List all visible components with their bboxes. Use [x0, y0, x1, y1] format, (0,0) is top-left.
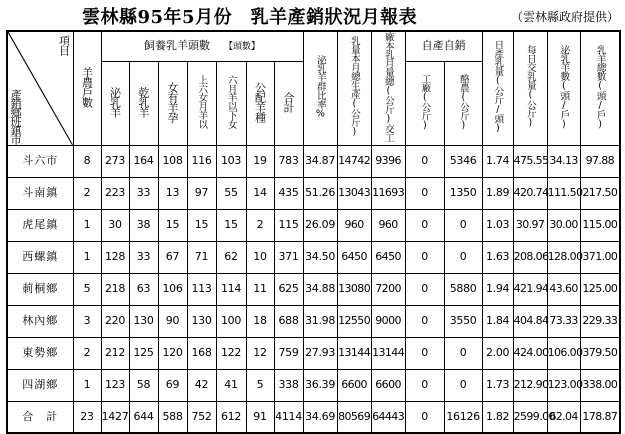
- cell-factory: 960: [371, 209, 405, 241]
- cell-self-dairy: 0: [444, 241, 482, 273]
- table-row: [7, 337, 620, 369]
- row-name-cell: 四湖鄉: [7, 369, 73, 401]
- cell-f6down: 55: [216, 177, 246, 209]
- cell-f6up: 168: [187, 337, 216, 369]
- cell-total-farm: 97.88: [580, 145, 620, 177]
- cell-total-farm: 178.87: [580, 401, 620, 433]
- cell-factory: 6450: [371, 241, 405, 273]
- cell-lact: 223: [101, 177, 129, 209]
- cell-daily-head: 1.74: [482, 145, 513, 177]
- cell-preg: 67: [158, 241, 187, 273]
- cell-ratio: 34.87: [303, 145, 337, 177]
- cell-ratio: 26.09: [303, 209, 337, 241]
- row-name-cell: 林內鄉: [7, 305, 73, 337]
- cell-daily-head: 1.82: [482, 401, 513, 433]
- table-row: [7, 273, 620, 305]
- cell-f6up: 752: [187, 401, 216, 433]
- cell-lact-farm: 62.04: [547, 401, 580, 433]
- cell-total-farm: 229.33: [580, 305, 620, 337]
- cell-preg: 69: [158, 369, 187, 401]
- cell-total: 435: [274, 177, 303, 209]
- cell-self-dairy: 16126: [444, 401, 482, 433]
- header-f6up: 上六女月羊以: [187, 62, 216, 146]
- cell-factory: 6600: [371, 369, 405, 401]
- cell-self-dairy: 3550: [444, 305, 482, 337]
- cell-farmers: 23: [73, 401, 101, 433]
- cell-lact-farm: 123.00: [547, 369, 580, 401]
- cell-lact-farm: 34.13: [547, 145, 580, 177]
- header-farmers: 羊農戶數: [73, 31, 101, 145]
- cell-preg: 13: [158, 177, 187, 209]
- cell-lact: 128: [101, 241, 129, 273]
- corner-region-label: [9, 89, 21, 143]
- table-row: [7, 369, 620, 401]
- header-lact: 泌乳羊: [101, 62, 129, 146]
- cell-daily-milk: 420.74: [513, 177, 547, 209]
- cell-dry: 644: [129, 401, 158, 433]
- cell-milk: 13043: [337, 177, 371, 209]
- cell-lact: 212: [101, 337, 129, 369]
- cell-preg: 120: [158, 337, 187, 369]
- cell-self-dairy: 0: [444, 337, 482, 369]
- cell-preg: 106: [158, 273, 187, 305]
- cell-f6down: 122: [216, 337, 246, 369]
- cell-factory: 11693: [371, 177, 405, 209]
- row-name-cell: 斗南鎮: [7, 177, 73, 209]
- cell-total: 371: [274, 241, 303, 273]
- header-daily-per-head: 日產乳量(公斤/頭): [482, 31, 513, 145]
- cell-ratio: 34.69: [303, 401, 337, 433]
- cell-self-factory: 0: [405, 337, 444, 369]
- cell-daily-milk: 30.97: [513, 209, 547, 241]
- cell-male: 18: [246, 305, 274, 337]
- cell-daily-milk: 2599.00: [513, 401, 547, 433]
- cell-f6up: 97: [187, 177, 216, 209]
- cell-ratio: 27.93: [303, 337, 337, 369]
- cell-ratio: 51.26: [303, 177, 337, 209]
- title-bar: [0, 0, 625, 30]
- cell-self-factory: 0: [405, 305, 444, 337]
- cell-daily-milk: 208.06: [513, 241, 547, 273]
- cell-f6down: 100: [216, 305, 246, 337]
- cell-f6down: 103: [216, 145, 246, 177]
- cell-lact-farm: 73.33: [547, 305, 580, 337]
- header-total: 合計: [274, 62, 303, 146]
- cell-total: 783: [274, 145, 303, 177]
- cell-farmers: 3: [73, 305, 101, 337]
- header-factory: 廠本乳月量總(公斤)交工: [371, 31, 405, 145]
- cell-f6up: 113: [187, 273, 216, 305]
- cell-f6down: 612: [216, 401, 246, 433]
- cell-factory: 9000: [371, 305, 405, 337]
- cell-daily-head: 1.73: [482, 369, 513, 401]
- cell-daily-head: 1.84: [482, 305, 513, 337]
- cell-lact: 30: [101, 209, 129, 241]
- header-daily-milk: 每日交乳量(公斤): [513, 31, 547, 145]
- cell-self-dairy: 0: [444, 209, 482, 241]
- cell-self-factory: 0: [405, 177, 444, 209]
- cell-daily-milk: 424.00: [513, 337, 547, 369]
- cell-self-dairy: 5880: [444, 273, 482, 305]
- cell-total-farm: 125.00: [580, 273, 620, 305]
- cell-lact-farm: 106.00: [547, 337, 580, 369]
- cell-total-farm: 371.00: [580, 241, 620, 273]
- cell-lact-farm: 111.50: [547, 177, 580, 209]
- cell-factory: 64443: [371, 401, 405, 433]
- cell-dry: 33: [129, 177, 158, 209]
- cell-lact-farm: 128.00: [547, 241, 580, 273]
- cell-self-factory: 0: [405, 209, 444, 241]
- header-self-group: 自產自銷: [405, 31, 482, 62]
- cell-total-farm: 217.50: [580, 177, 620, 209]
- cell-preg: 588: [158, 401, 187, 433]
- cell-daily-milk: 212.90: [513, 369, 547, 401]
- cell-ratio: 31.98: [303, 305, 337, 337]
- cell-f6down: 15: [216, 209, 246, 241]
- cell-lact: 218: [101, 273, 129, 305]
- cell-milk: 960: [337, 209, 371, 241]
- cell-total: 115: [274, 209, 303, 241]
- table-body: [7, 145, 620, 433]
- cell-total-farm: 338.00: [580, 369, 620, 401]
- cell-farmers: 2: [73, 177, 101, 209]
- cell-self-dairy: 1350: [444, 177, 482, 209]
- cell-self-factory: 0: [405, 241, 444, 273]
- cell-daily-head: 1.89: [482, 177, 513, 209]
- cell-daily-head: 2.00: [482, 337, 513, 369]
- cell-preg: 108: [158, 145, 187, 177]
- cell-milk: 80569: [337, 401, 371, 433]
- cell-farmers: 5: [73, 273, 101, 305]
- cell-daily-milk: 421.94: [513, 273, 547, 305]
- report-table: [6, 30, 621, 434]
- cell-male: 11: [246, 273, 274, 305]
- cell-self-dairy: 0: [444, 369, 482, 401]
- cell-total: 338: [274, 369, 303, 401]
- cell-factory: 7200: [371, 273, 405, 305]
- cell-self-factory: 0: [405, 401, 444, 433]
- cell-lact: 273: [101, 145, 129, 177]
- cell-f6down: 62: [216, 241, 246, 273]
- cell-daily-head: 1.63: [482, 241, 513, 273]
- table-row: [7, 209, 620, 241]
- report-title: 雲林縣95年5月份 乳羊產銷狀況月報表: [82, 7, 418, 28]
- cell-farmers: 8: [73, 145, 101, 177]
- row-name-cell: 斗六市: [7, 145, 73, 177]
- cell-total-farm: 379.50: [580, 337, 620, 369]
- cell-daily-milk: 404.84: [513, 305, 547, 337]
- cell-male: 14: [246, 177, 274, 209]
- table-row: [7, 241, 620, 273]
- cell-farmers: 1: [73, 209, 101, 241]
- cell-f6up: 15: [187, 209, 216, 241]
- cell-self-factory: 0: [405, 369, 444, 401]
- cell-f6up: 130: [187, 305, 216, 337]
- cell-dry: 130: [129, 305, 158, 337]
- cell-f6up: 42: [187, 369, 216, 401]
- cell-dry: 63: [129, 273, 158, 305]
- cell-f6down: 41: [216, 369, 246, 401]
- cell-milk: 6450: [337, 241, 371, 273]
- cell-total-farm: 115.00: [580, 209, 620, 241]
- cell-dry: 58: [129, 369, 158, 401]
- corner-header: [7, 31, 73, 145]
- cell-daily-head: 1.03: [482, 209, 513, 241]
- corner-item-label: 項目: [57, 35, 71, 55]
- cell-daily-milk: 475.55: [513, 145, 547, 177]
- row-name-cell: 東勢鄉: [7, 337, 73, 369]
- source-note: （雲林縣政府提供）: [510, 10, 619, 24]
- cell-factory: 9396: [371, 145, 405, 177]
- row-name-cell: 虎尾鎮: [7, 209, 73, 241]
- cell-total: 625: [274, 273, 303, 305]
- cell-milk: 6600: [337, 369, 371, 401]
- cell-lact: 220: [101, 305, 129, 337]
- cell-male: 2: [246, 209, 274, 241]
- cell-milk: 12550: [337, 305, 371, 337]
- cell-male: 19: [246, 145, 274, 177]
- cell-f6up: 71: [187, 241, 216, 273]
- cell-f6up: 116: [187, 145, 216, 177]
- table-row: [7, 145, 620, 177]
- cell-daily-head: 1.94: [482, 273, 513, 305]
- cell-dry: 33: [129, 241, 158, 273]
- cell-ratio: 34.50: [303, 241, 337, 273]
- cell-lact: 1427: [101, 401, 129, 433]
- header-f6down: 六月羊以下女: [216, 62, 246, 146]
- table-row: [7, 401, 620, 433]
- header-self-factory: 工廠(公斤): [405, 62, 444, 146]
- cell-ratio: 36.39: [303, 369, 337, 401]
- header-dry: 乾乳羊: [129, 62, 158, 146]
- corner-region-line-2: 班鎮市: [9, 115, 23, 143]
- row-name-cell: 莿桐鄉: [7, 273, 73, 305]
- cell-preg: 90: [158, 305, 187, 337]
- table-row: [7, 305, 620, 337]
- cell-milk: 13080: [337, 273, 371, 305]
- header-preg: 女有羊孕: [158, 62, 187, 146]
- cell-male: 12: [246, 337, 274, 369]
- header-self-dairy: 酪農(公斤): [444, 62, 482, 146]
- cell-ratio: 34.88: [303, 273, 337, 305]
- corner-region-line-1: 產銷鄉: [9, 88, 23, 116]
- cell-dry: 125: [129, 337, 158, 369]
- table-row: [7, 177, 620, 209]
- row-name-cell: 西螺鎮: [7, 241, 73, 273]
- cell-milk: 14742: [337, 145, 371, 177]
- cell-factory: 13144: [371, 337, 405, 369]
- cell-self-factory: 0: [405, 273, 444, 305]
- cell-dry: 38: [129, 209, 158, 241]
- header-male: 公配羊種: [246, 62, 274, 146]
- cell-male: 10: [246, 241, 274, 273]
- cell-preg: 15: [158, 209, 187, 241]
- header-total-milk: 乳量本月總生產(公斤): [337, 31, 371, 145]
- cell-lact-farm: 30.00: [547, 209, 580, 241]
- header-lact-ratio: 泌乳羊群比率%: [303, 31, 337, 145]
- cell-self-factory: 0: [405, 145, 444, 177]
- header-lact-per-farm: 泌乳羊數(頭/戶): [547, 31, 580, 145]
- cell-milk: 13144: [337, 337, 371, 369]
- header-heads-group: 飼養乳羊頭數 【頭數】: [101, 31, 303, 62]
- cell-male: 5: [246, 369, 274, 401]
- cell-farmers: 1: [73, 369, 101, 401]
- cell-lact-farm: 43.60: [547, 273, 580, 305]
- cell-total: 759: [274, 337, 303, 369]
- cell-male: 91: [246, 401, 274, 433]
- cell-lact: 123: [101, 369, 129, 401]
- header-heads-unit: 【頭數】: [224, 42, 261, 53]
- cell-f6down: 114: [216, 273, 246, 305]
- cell-total: 4114: [274, 401, 303, 433]
- row-name-cell: 合 計: [7, 401, 73, 433]
- cell-self-dairy: 5346: [444, 145, 482, 177]
- cell-farmers: 1: [73, 241, 101, 273]
- cell-farmers: 2: [73, 337, 101, 369]
- cell-dry: 164: [129, 145, 158, 177]
- header-total-per-farm: 乳羊總數(頭/戶): [580, 31, 620, 145]
- cell-total: 688: [274, 305, 303, 337]
